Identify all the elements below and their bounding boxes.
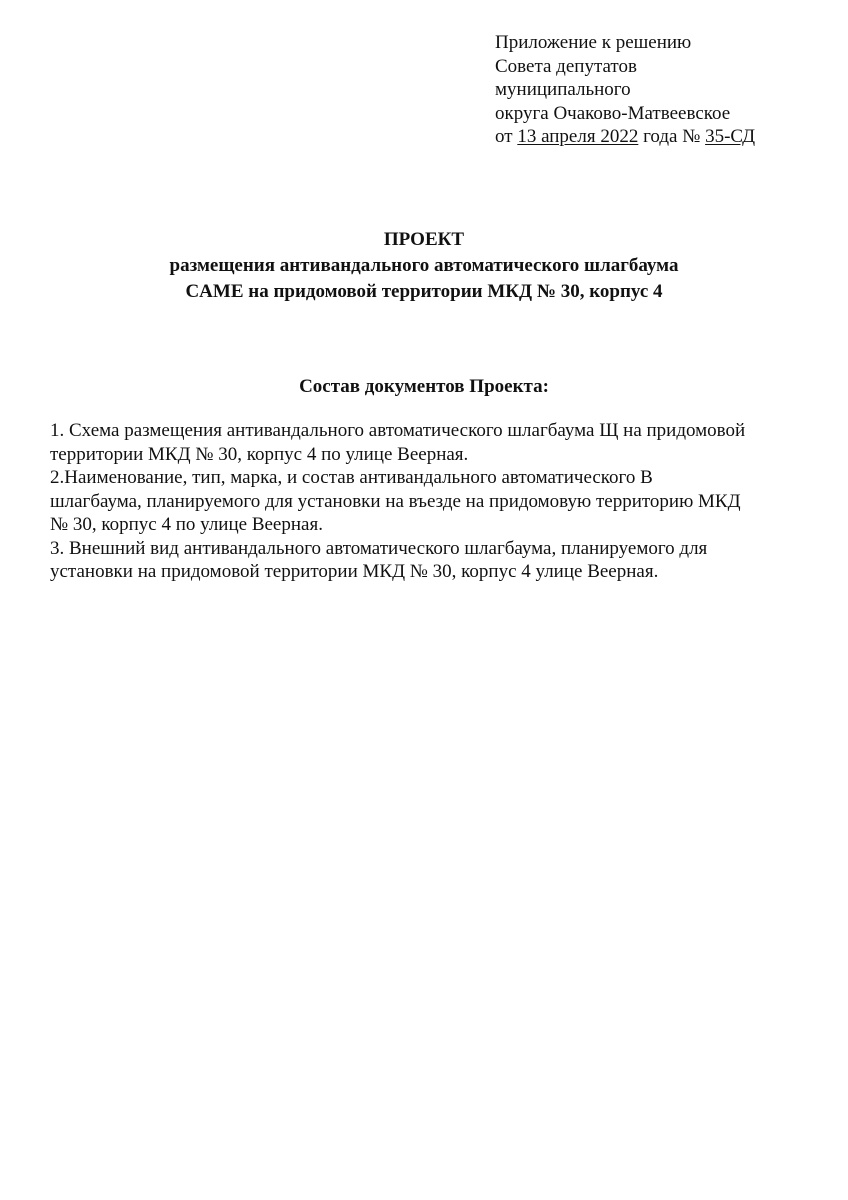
appendix-line: Совета депутатов [495, 55, 637, 77]
list-item-line: 2.Наименование, тип, марка, и состав антивандального автоматического В [50, 467, 653, 488]
list-item-line: № 30, корпус 4 по улице Веерная. [50, 514, 323, 535]
document-list [50, 419, 810, 584]
appendix-note [495, 31, 755, 149]
list-item [50, 419, 810, 466]
date-prefix: от [495, 126, 518, 147]
list-item-line: территории МКД № 30, корпус 4 по улице Веерная. [50, 443, 469, 465]
appendix-line: Приложение к решению [495, 32, 692, 53]
list-item-line: шлагбаума, планируемого для установки на въезде на придомовую территорию МКД [50, 490, 741, 512]
title-line: размещения антивандального автоматического шлагбаума [169, 255, 679, 276]
list-item-line: 3. Внешний вид антивандального автоматического шлагбаума, планируемого для [50, 537, 708, 559]
appendix-line: округа Очаково-Матвеевское [495, 102, 731, 124]
document-title [0, 227, 848, 305]
section-heading: Состав документов Проекта: [299, 376, 549, 397]
appendix-date-line [495, 125, 755, 149]
title-heading: ПРОЕКТ [383, 229, 465, 250]
decision-date: 13 апреля 2022 [517, 126, 639, 147]
list-item-line: 1. Схема размещения антивандального автоматического шлагбаума Щ на придомовой [50, 420, 746, 441]
date-middle: года № [638, 126, 706, 147]
appendix-line: муниципального [495, 79, 631, 100]
title-line: CAME на придомовой территории МКД № 30, корпус 4 [185, 281, 663, 302]
list-item [50, 466, 810, 537]
list-item-line: установки на придомовой территории МКД № 30, корпус 4 улице Веерная. [50, 561, 659, 582]
list-item [50, 537, 810, 584]
decision-number: 35-СД [705, 126, 756, 147]
